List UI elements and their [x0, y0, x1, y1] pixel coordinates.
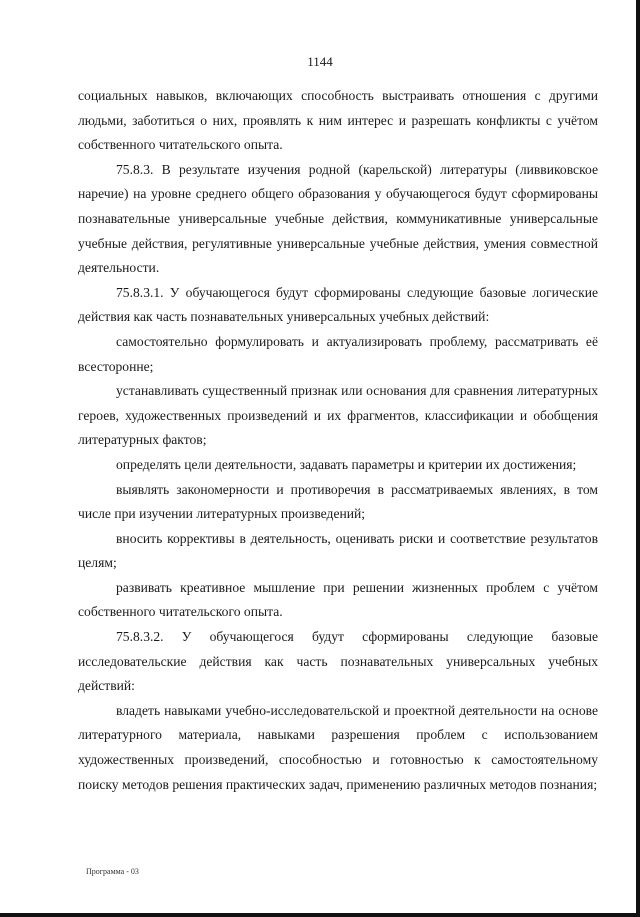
- list-item-define-goals: определять цели деятельности, задавать параметры и критерии их достижения;: [116, 456, 577, 472]
- scan-edge-bottom: [0, 913, 640, 917]
- paragraph-75-8-3-2: 75.8.3.2. У обучающегося будут сформированы следующие базовые исследовательские действия как часть познавательных универсальных учебных действий:: [78, 629, 598, 694]
- paragraph-75-8-3: 75.8.3. В результате изучения родной (карельской) литературы (ливвиковское наречие) на уровне среднего общего образования у обучающегося будут сформированы познавательные универсальные учебные действия, коммуникативные универсальные учебные действия, регулятивные универсальные учебные действия, умения совместной деятельности.: [78, 161, 598, 276]
- body-text: [78, 84, 598, 797]
- list-item-compare-heroes: устанавливать существенный признак или основания для сравнения литературных героев, художественных произведений и их фрагментов, классификации и обобщения литературных фактов;: [78, 383, 598, 448]
- list-item-creative-thinking: развивать креативное мышление при решении жизненных проблем с учётом собственного читательского опыта.: [78, 579, 598, 620]
- page-number: 1144: [307, 54, 333, 69]
- list-item-formulate-problem: самостоятельно формулировать и актуализировать проблему, рассматривать её всесторонне;: [78, 333, 598, 374]
- scan-edge-right: [636, 0, 640, 917]
- footer-label: Программа - 03: [86, 867, 139, 876]
- list-item-find-patterns: выявлять закономерности и противоречия в рассматриваемых явлениях, в том числе при изучении литературных произведений;: [78, 481, 598, 522]
- list-item-research-skills: владеть навыками учебно-исследовательской и проектной деятельности на основе литературного материала, навыками разрешения проблем с использованием художественных произведений, способностью и готовностью к самостоятельному поиску методов решения практических задач, применению различных методов познания;: [78, 702, 598, 792]
- paragraph-75-8-3-1: 75.8.3.1. У обучающегося будут сформированы следующие базовые логические действия как часть познавательных универсальных учебных действий:: [78, 284, 598, 325]
- paragraph-continuation: социальных навыков, включающих способность выстраивать отношения с другими людьми, заботиться о них, проявлять к ним интерес и разрешать конфликты с учётом собственного читательского опыта.: [78, 88, 598, 153]
- list-item-make-corrections: вносить коррективы в деятельность, оценивать риски и соответствие результатов целям;: [78, 530, 598, 571]
